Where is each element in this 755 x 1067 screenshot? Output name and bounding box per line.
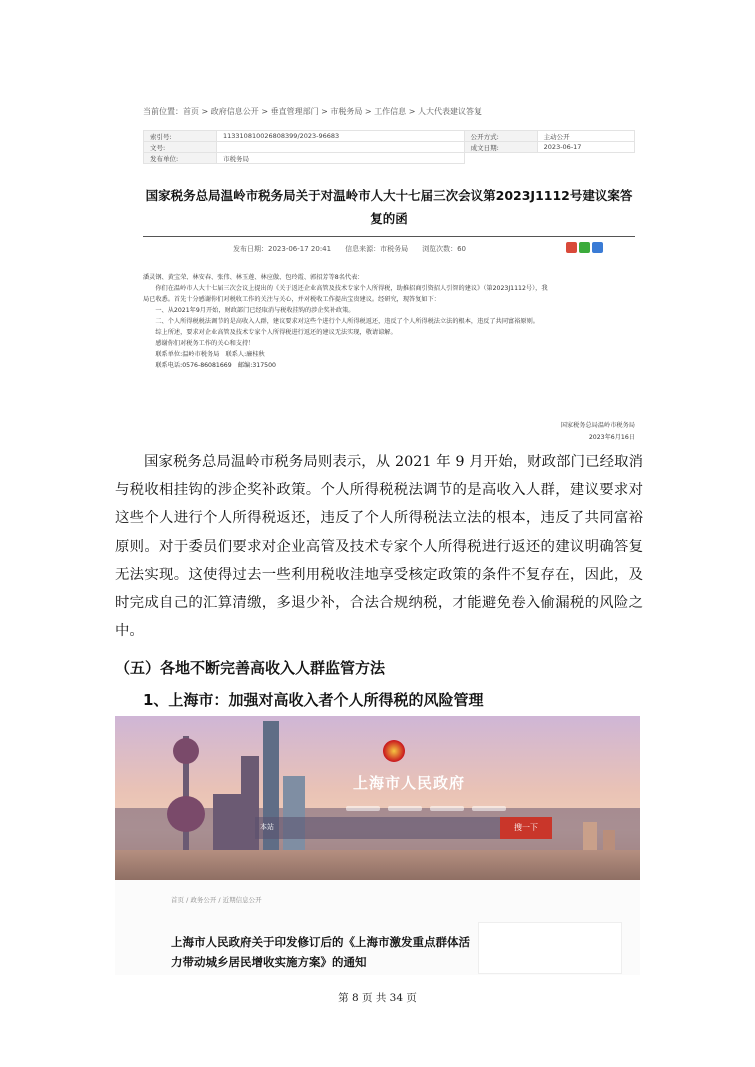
news-side-panel bbox=[478, 922, 622, 974]
letter-line: 感谢你们对税务工作的关心和支持！ bbox=[143, 340, 255, 347]
title-divider bbox=[143, 236, 635, 237]
letter-line: 局已收悉。首先十分感谢你们对税收工作的关注与关心，并对税收工作提出宝贵建议。经研究，现答复如下： bbox=[143, 296, 440, 303]
letter-signature bbox=[561, 420, 635, 444]
river bbox=[115, 850, 640, 880]
public-value: 主动公开 bbox=[537, 131, 634, 142]
body-paragraph: 国家税务总局温岭市税务局则表示，从 2021 年 9 月开始，财政部门已经取消与税收相挂钩的涉企奖补政策。个人所得税税法调节的是高收入人群，建议要求对这些个人进行个人所得税返还，违反了个人所得税法立法的根本，违反了共同富裕原则。对于委员们要求对企业高管及技术专家个人所得税进行返还的建议明确答复无法实现。这使得过去一些利用税收洼地享受核定政策的条件不复存在，因此，及时完成自己的汇算清缴，多退少补，合法合规纳税，才能避免卷入偷漏税的风险之中。 bbox=[115, 454, 643, 640]
sign-org: 国家税务总局温岭市税务局 bbox=[560, 422, 635, 429]
letter-line: 一、从2021年9月开始，财政部门已经取消与税收挂钩的涉企奖补政策。 bbox=[143, 307, 355, 314]
date-label: 成文日期: bbox=[464, 142, 537, 153]
issuer-value: 市税务局 bbox=[217, 153, 465, 164]
index-value: 113310810026808399/2023-96683 bbox=[217, 131, 465, 142]
public-label: 公开方式: bbox=[464, 131, 537, 142]
letter-line: 潘灵钢、黄宝荣、林安春、张伟、林玉莲、林应傲、包玲霞、郭招芳等8名代表： bbox=[143, 274, 364, 281]
meta-table bbox=[143, 130, 635, 164]
banner-search-input[interactable] bbox=[255, 817, 500, 839]
body-text bbox=[115, 448, 643, 645]
news-breadcrumb: 首页 / 政务公开 / 近期信息公开 bbox=[171, 896, 262, 904]
share-wechat-icon bbox=[579, 242, 590, 253]
index-label: 索引号: bbox=[144, 131, 217, 142]
shanghai-gov-banner bbox=[115, 716, 640, 880]
sign-date: 2023年6月16日 bbox=[588, 434, 635, 441]
section-heading: （五）各地不断完善高收入人群监管方法 bbox=[115, 659, 386, 677]
national-emblem-icon bbox=[383, 740, 405, 762]
banner-tabs bbox=[346, 796, 521, 804]
docno-label: 文号: bbox=[144, 142, 217, 153]
letter-line: 二、个人所得税税法调节的是高收入人群，建议要求对这些个进行个人所得税返还，违反了个人所得税法立法的根本，违反了共同富裕原则。 bbox=[143, 318, 539, 325]
reply-letter bbox=[143, 272, 635, 371]
letter-line: 你们在温岭市人大十七届三次会议上提出的《关于返还企业高管及技术专家个人所得税，助推招商引资招人引智的建议》（第2023J1112号），我 bbox=[143, 285, 548, 292]
share-plus-icon bbox=[592, 242, 603, 253]
search-button[interactable]: 搜一下 bbox=[500, 817, 552, 839]
subsection-heading: 1、上海市：加强对高收入者个人所得税的风险管理 bbox=[143, 691, 484, 709]
gov-site-title: 上海市人民政府 bbox=[353, 774, 466, 792]
info-line: 发布日期：2023-06-17 20:41 信息来源：市税务局 浏览次数：60 bbox=[233, 245, 466, 253]
tower-sphere-bottom bbox=[167, 796, 205, 832]
news-title: 上海市人民政府关于印发修订后的《上海市激发重点群体活力带动城乡居民增收实施方案》的通知 bbox=[171, 935, 470, 969]
issuer-label: 发布单位: bbox=[144, 153, 217, 164]
doc-title: 国家税务总局温岭市税务局关于对温岭市人大十七届三次会议第2023J1112号建议案答复的函 bbox=[145, 188, 633, 226]
page-footer: 第 8 页 共 34 页 bbox=[338, 992, 417, 1004]
letter-line: 综上所述，要求对企业高管及技术专家个人所得税进行返还的建议无法实现，敬请谅解。 bbox=[143, 329, 397, 336]
docno-value bbox=[217, 142, 465, 153]
share-weibo-icon bbox=[566, 242, 577, 253]
embed-breadcrumb: 当前位置：首页 > 政府信息公开 > 垂直管理部门 > 市税务局 > 工作信息 > 人大代表建议答复 bbox=[143, 107, 482, 116]
letter-line: 联系单位:温岭市税务局 联系人:廉桂秋 bbox=[143, 351, 265, 358]
letter-line: 联系电话:0576-86081669 邮编:317500 bbox=[143, 362, 276, 369]
search-scope-select[interactable]: 本站 bbox=[260, 823, 274, 831]
tower-sphere-top bbox=[173, 738, 199, 764]
share-icons bbox=[566, 242, 610, 254]
date-value: 2023-06-17 bbox=[537, 142, 634, 153]
